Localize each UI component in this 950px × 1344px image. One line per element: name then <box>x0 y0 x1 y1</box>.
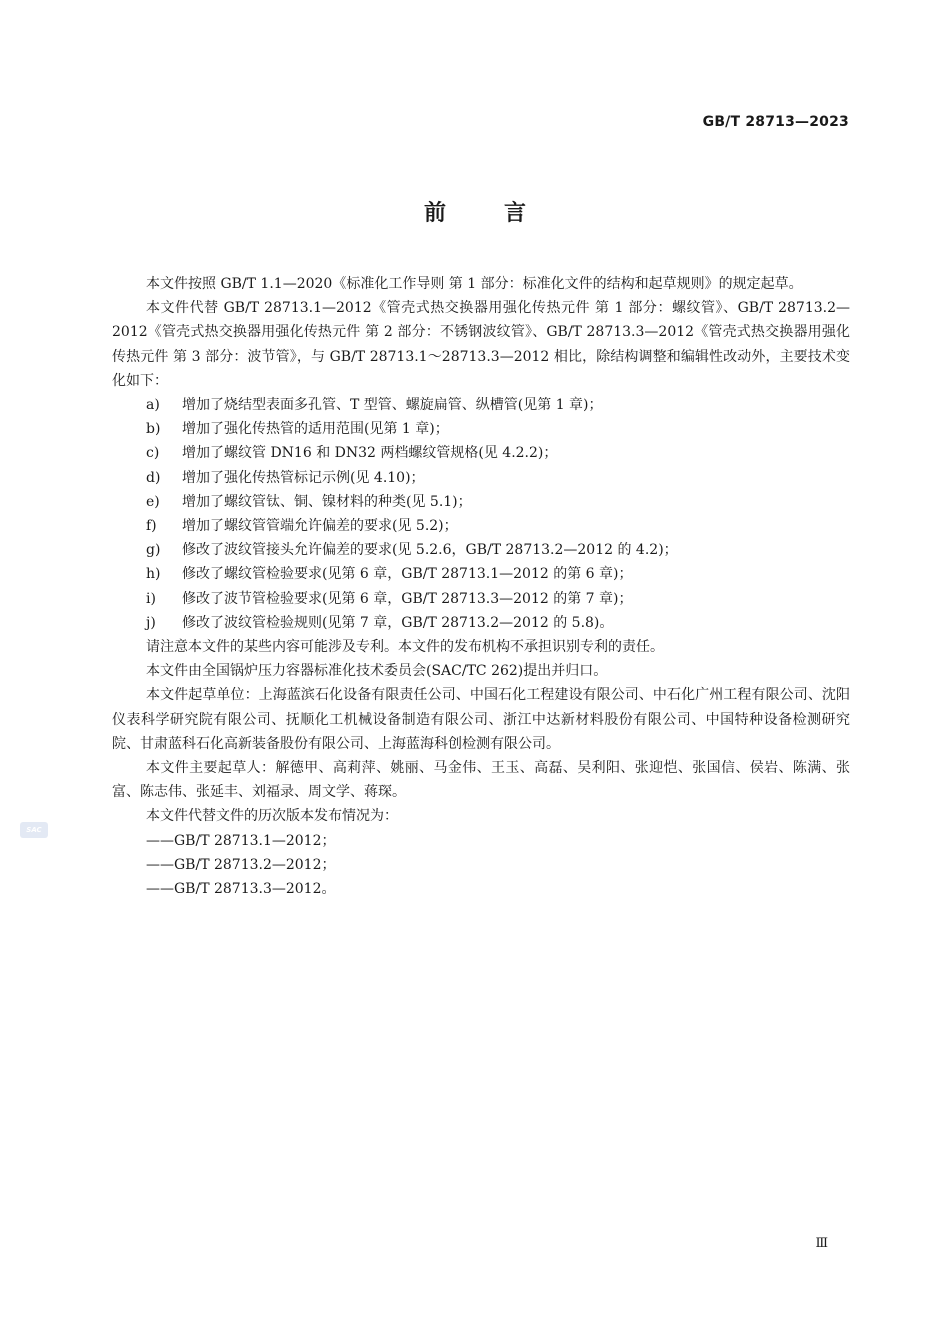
document-number: GB/T 28713—2023 <box>702 114 849 130</box>
list-item <box>112 393 850 417</box>
history-list <box>112 829 850 902</box>
list-item <box>112 611 850 635</box>
list-text: 增加了螺纹管管端允许偏差的要求(见 5.2)； <box>182 518 458 535</box>
list-item <box>112 514 850 538</box>
list-item <box>112 466 850 490</box>
proposer-statement: 本文件由全国锅炉压力容器标准化技术委员会(SAC/TC 262)提出并归口。 <box>146 663 608 680</box>
changes-list <box>112 393 850 635</box>
sac-watermark-logo: SAC <box>20 822 48 838</box>
list-text: 修改了波纹管检验规则(见第 7 章，GB/T 28713.2—2012 的 5.8)。 <box>182 614 614 631</box>
list-text: 增加了烧结型表面多孔管、T 型管、螺旋扁管、纵槽管(见第 1 章)； <box>182 397 603 414</box>
intro-paragraph-1: 本文件按照 GB/T 1.1—2020《标准化工作导则 第 1 部分：标准化文件的结构和起草规则》的规定起草。 <box>146 276 803 292</box>
drafting-units: 本文件起草单位：上海蓝滨石化设备有限责任公司、中国石化工程建设有限公司、中石化广州工程有限公司、沈阳仪表科学研究院有限公司、抚顺化工机械设备制造有限公司、浙江中达新材料股份有限公司、中国特种设备检测研究院、甘肃蓝科石化高新装备股份有限公司、上海蓝海科创检测有限公司。 <box>112 687 850 752</box>
drafters: 本文件主要起草人：解德甲、高莉萍、姚丽、马金伟、王玉、高磊、吴利阳、张迎恺、张国信、侯岩、陈满、张富、陈志伟、张延丰、刘福录、周文学、蒋琛。 <box>112 760 850 801</box>
list-marker: i) <box>146 590 156 607</box>
list-item <box>112 441 850 465</box>
list-marker: e) <box>146 493 160 510</box>
list-marker: j) <box>146 614 156 631</box>
list-text: 修改了波节管检验要求(见第 6 章，GB/T 28713.3—2012 的第 7 章)； <box>182 590 633 607</box>
intro-paragraph-2: 本文件代替 GB/T 28713.1—2012《管壳式热交换器用强化传热元件 第 1 部分：螺纹管》、GB/T 28713.2—2012《管壳式热交换器用强化传热元件 第 2 部分：不锈钢波纹管》、GB/T 28713.3—2012《管壳式热交换器用强化传热元件 第 3 部分：波节管》，与 GB/T 28713.1～28713.3—2012 相比，除结构调整和编辑性改动外，主要技术变化如下： <box>112 300 850 389</box>
list-marker: h) <box>146 566 161 583</box>
patent-notice: 请注意本文件的某些内容可能涉及专利。本文件的发布机构不承担识别专利的责任。 <box>146 639 664 656</box>
list-text: 增加了螺纹管 DN16 和 DN32 两档螺纹管规格(见 4.2.2)； <box>182 445 558 462</box>
list-text: 修改了波纹管接头允许偏差的要求(见 5.2.6，GB/T 28713.2—2012 的 4.2)； <box>182 542 678 559</box>
list-item <box>112 562 850 586</box>
list-text: 增加了强化传热管标记示例(见 4.10)； <box>182 469 425 486</box>
history-item: ——GB/T 28713.3—2012。 <box>146 881 336 898</box>
list-marker: b) <box>146 421 161 438</box>
history-item: ——GB/T 28713.1—2012； <box>146 832 336 849</box>
list-item <box>112 417 850 441</box>
history-item: ——GB/T 28713.2—2012； <box>146 856 336 873</box>
section-title: 前言 <box>423 201 584 226</box>
list-text: 增加了强化传热管的适用范围(见第 1 章)； <box>182 421 449 438</box>
list-marker: d) <box>146 469 161 486</box>
list-text: 增加了螺纹管钛、铜、镍材料的种类(见 5.1)； <box>182 493 472 510</box>
foreword-body <box>112 272 850 901</box>
list-marker: a) <box>146 397 160 414</box>
history-intro: 本文件代替文件的历次版本发布情况为： <box>146 808 398 825</box>
list-marker: c) <box>146 445 160 462</box>
list-item <box>112 490 850 514</box>
list-item <box>112 587 850 611</box>
list-item <box>112 538 850 562</box>
page-number: Ⅲ <box>815 1236 828 1251</box>
list-marker: g) <box>146 542 161 559</box>
list-marker: f) <box>146 518 157 535</box>
list-text: 修改了螺纹管检验要求(见第 6 章，GB/T 28713.1—2012 的第 6 章)； <box>182 566 633 583</box>
